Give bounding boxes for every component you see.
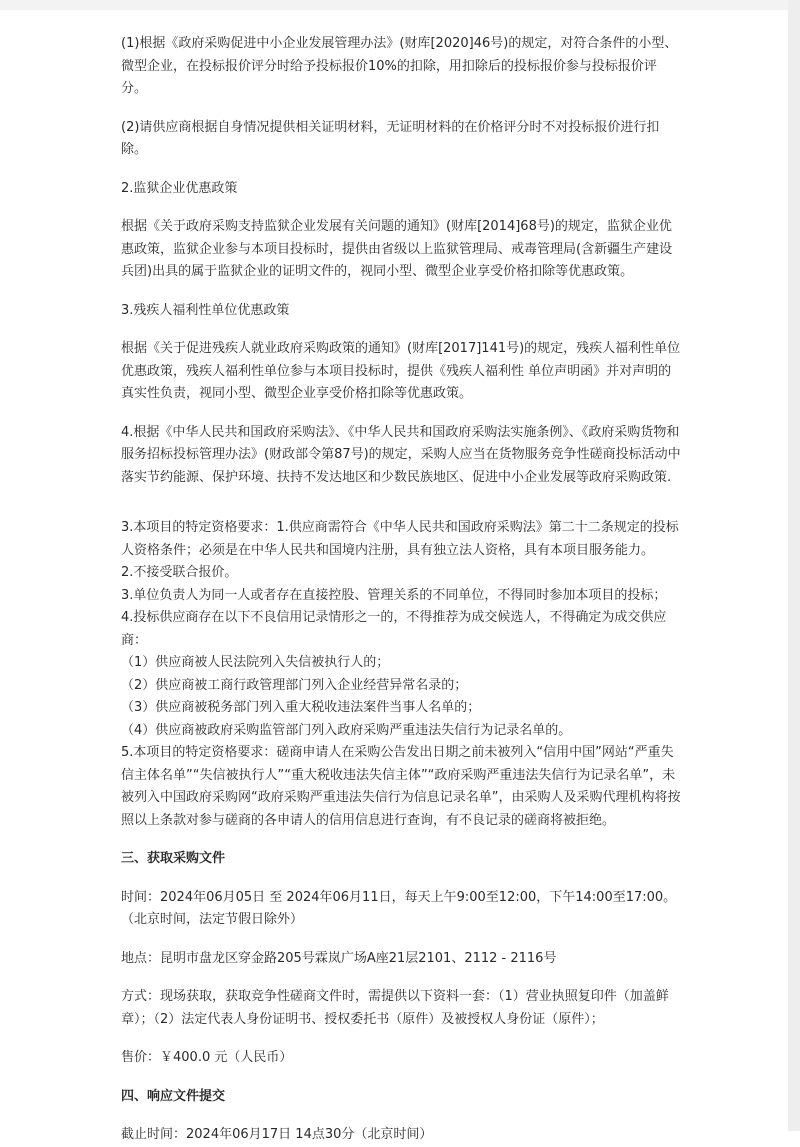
credit-record-item: （4）供应商被政府采购监管部门列入政府采购严重违法失信行为记录名单的。 <box>121 722 572 738</box>
disabled-policy-heading: 3.残疾人福利性单位优惠政策 <box>121 302 290 318</box>
document-price: 售价：￥400.0 元（人民币） <box>121 1050 293 1065</box>
obtain-place: 地点：昆明市盘龙区穿金路205号霖岚广场A座21层2101、2112 - 2116号 <box>121 950 557 966</box>
page-right-edge <box>788 0 800 1131</box>
qualification-item-5: 5.本项目的特定资格要求：磋商申请人在采购公告发出日期之前未被列入“信用中国”网站“严重失信主体名单”“失信被执行人”“重大税收违法失信主体”“政府采购严重违法失信行为记录名单”，未被列入中国政府采购网“政府采购严重违法失信行为信息记录名单”，由采购人及采购代理机构将按照以上条款对参与磋商的各申请人的信用信息进行查询，有不良记录的磋商将被拒绝。 <box>121 745 681 828</box>
document-body <box>121 33 681 1147</box>
procurement-law-paragraph: 4.根据《中华人民共和国政府采购法》、《中华人民共和国政府采购法实施条例》、《政府采购货物和服务招标投标管理办法》(财政部令第87号)的规定，采购人应当在货物服务竞争性磋商投标活动中落实节约能源、保护环境、扶持不发达地区和少数民族地区、促进中小企业发展等政府采购政策. <box>121 424 681 485</box>
qualification-item-4: 4.投标供应商存在以下不良信用记录情形之一的，不得推荐为成交候选人，不得确定为成交供应商： <box>121 610 667 648</box>
qualification-item-2: 2.不接受联合报价。 <box>121 565 238 580</box>
obtain-method: 方式：现场获取，获取竞争性磋商文件时，需提供以下资料一套：（1）营业执照复印件（加盖鲜章）；（2）法定代表人身份证明书、授权委托书（原件）及被授权人身份证（原件）； <box>121 989 669 1027</box>
qualification-item-1: 3.本项目的特定资格要求：1.供应商需符合《中华人民共和国政府采购法》第二十二条规定的投标人资格条件；必须是在中华人民共和国境内注册，具有独立法人资格，具有本项目服务能力。 <box>121 520 679 558</box>
disabled-policy-paragraph: 根据《关于促进残疾人就业政府采购政策的通知》(财库[2017]141号)的规定，残疾人福利性单位优惠政策，残疾人福利性单位参与本项目投标时，提供《残疾人福利性 单位声明函》并对声明的真实性负责，视同小型、微型企业享受价格扣除等优惠政策。 <box>121 341 681 401</box>
obtain-time: 时间：2024年06月05日 至 2024年06月11日，每天上午9:00至12:00，下午14:00至17:00。（北京时间，法定节假日除外） <box>121 889 677 927</box>
credit-record-item: （3）供应商被税务部门列入重大税收违法案件当事人名单的； <box>121 700 481 715</box>
sme-discount-paragraph: (1)根据《政府采购促进中小企业发展管理办法》(财库[2020]46号)的规定，对符合条件的小型、微型企业，在投标报价评分时给予投标报价10%的扣除，用扣除后的投标报价参与投标报价评分。 <box>121 36 678 96</box>
sme-proof-paragraph: (2)请供应商根据自身情况提供相关证明材料，无证明材料的在价格评分时不对投标报价进行扣除。 <box>121 119 660 157</box>
submission-deadline: 截止时间：2024年06月17日 14点30分（北京时间） <box>121 1127 433 1142</box>
section-heading-submission: 四、响应文件提交 <box>121 1088 226 1104</box>
page-top-edge <box>0 0 800 10</box>
credit-record-item: （2）供应商被工商行政管理部门列入企业经营异常名录的； <box>121 677 468 693</box>
prison-policy-paragraph: 根据《关于政府采购支持监狱企业发展有关问题的通知》(财库[2014]68号)的规定，监狱企业优惠政策，监狱企业参与本项目投标时，提供由省级以上监狱管理局、戒毒管理局(含新疆生产建设兵团)出具的属于监狱企业的证明文件的，视同小型、微型企业享受价格扣除等优惠政策。 <box>121 219 673 279</box>
prison-policy-heading: 2.监狱企业优惠政策 <box>121 180 238 196</box>
section-heading-obtain-documents: 三、获取采购文件 <box>121 851 226 866</box>
qualification-item-3: 3.单位负责人为同一人或者存在直接控股、管理关系的不同单位，不得同时参加本项目的投标； <box>121 587 667 603</box>
credit-record-item: （1）供应商被人民法院列入失信被执行人的； <box>121 655 390 670</box>
